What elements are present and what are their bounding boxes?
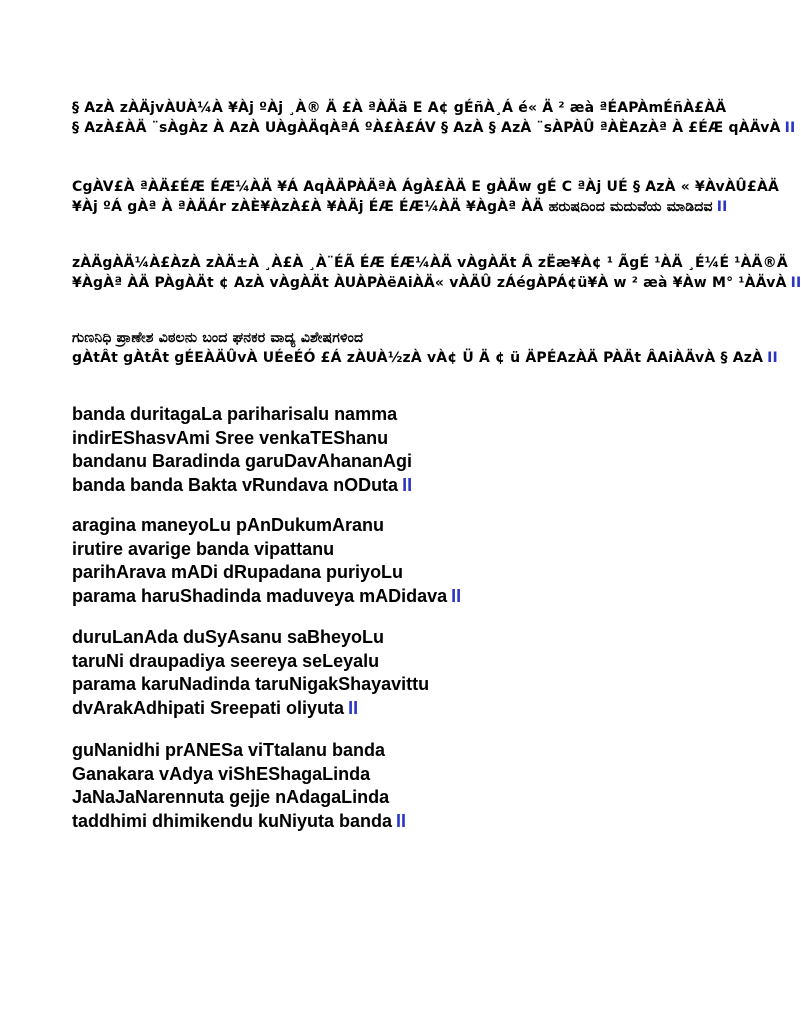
line-text: irutire avarige banda vipattanu: [72, 538, 335, 559]
line-text: indirEShasvAmi Sree venkaTEShanu: [72, 427, 389, 448]
roman-line: [72, 673, 712, 697]
kannada-line: [72, 118, 796, 138]
roman-line: [72, 585, 712, 609]
line-text: banda duritagaLa pariharisalu namma: [72, 404, 398, 424]
stanza-end-mark: II: [716, 199, 728, 215]
roman-line: [72, 763, 712, 787]
stanza-end-mark: II: [402, 474, 413, 495]
roman-line: [72, 739, 712, 763]
kannada-stanza-4: [72, 328, 778, 368]
line-text: duruLanAda duSyAsanu saBheyoLu: [72, 627, 385, 647]
kannada-stanza-3: [72, 253, 801, 293]
line-text: banda banda Bakta vRundava nODuta: [72, 474, 399, 495]
roman-line: [72, 697, 712, 721]
stanza-end-mark: II: [767, 350, 778, 366]
roman-line: [72, 786, 712, 810]
stanza-end-mark: II: [790, 275, 801, 291]
roman-stanza-1: [72, 403, 712, 497]
line-text: Ganakara vAdya viShEShagaLinda: [72, 763, 371, 784]
stanza-end-mark: II: [348, 697, 359, 718]
roman-stanza-3: [72, 626, 712, 720]
stanza-end-mark: II: [451, 585, 462, 606]
kannada-stanza-1: [72, 98, 796, 138]
kannada-line: [72, 253, 788, 273]
line-text: bandanu Baradinda garuDavAhananAgi: [72, 451, 413, 471]
kannada-line: [72, 273, 801, 293]
line-text: dvArakAdhipati Sreepati oliyuta: [72, 697, 345, 718]
line-text: taddhimi dhimikendu kuNiyuta banda: [72, 810, 393, 831]
line-text: gÀtÂt gÀtÂt gÉEÀÄÛvÀ UÉeÉÓ £Á zÀUÀ½zÀ vÀ¢ Ü Ä ¢ ü ÄPÉAzÀÄ PÀÄt ÂAiÀÄvÀ § AzÀ: [72, 350, 764, 366]
roman-line: [72, 650, 712, 674]
roman-line: [72, 561, 712, 585]
kannada-line: [72, 98, 727, 118]
line-text: § AzÀ£ÀÄ ¨sÀgÀz À AzÀ UÀgÀÄqÀªÁ ºÀ£À£ÁV § AzÀ § AzÀ ¨sÀPÀÛ ªÀÈAzÀª À £ÉÆ qÀÄvÀ: [72, 120, 781, 136]
line-text: § AzÀ zÀÄjvÀUÀ¼À ¥Àj ºÀj ¸À® Ä £À ªÀÄä E A¢ gÉñÀ¸Á é« Ä ² æà ªÉAPÀmÉñÀ£ÀÄ: [72, 100, 727, 116]
roman-line: [72, 403, 712, 427]
roman-line: [72, 810, 712, 834]
roman-line: [72, 450, 712, 474]
roman-stanza-4: [72, 739, 712, 833]
line-text: ¥Àj ºÁ gÀª À ªÀÄÁr zÀÈ¥ÀzÀ£À ¥ÀÄj ÉÆ ÉÆ¼ÀÄ ¥ÀgÀª ÀÄ ಹರುಷದಿಂದ ಮದುವೆಯ ಮಾಡಿದವ: [72, 199, 713, 215]
line-text: JaNaJaNarennuta gejje nAdagaLinda: [72, 787, 390, 807]
line-text: CgÀV£À ªÀÄ£ÉÆ ÉÆ¼ÀÄ ¥Á AqÀÄPÀÄªÀ ÁgÀ£ÀÄ E gÀÄw gÉ C ªÀj UÉ § AzÀ « ¥ÀvÀÛ£ÀÄ: [72, 179, 780, 195]
line-text: aragina maneyoLu pAnDukumAranu: [72, 515, 385, 535]
kannada-line: [72, 197, 728, 217]
stanza-end-mark: II: [784, 120, 796, 136]
line-text: taruNi draupadiya seereya seLeyalu: [72, 650, 380, 671]
stanza-end-mark: II: [396, 810, 407, 831]
roman-line: [72, 474, 712, 498]
roman-line: [72, 626, 712, 650]
roman-line: [72, 538, 712, 562]
kannada-line: [72, 177, 780, 197]
roman-stanza-2: [72, 514, 712, 608]
line-text: parihArava mADi dRupadana puriyoLu: [72, 562, 404, 582]
line-text: guNanidhi prANESa viTtalanu banda: [72, 740, 386, 760]
line-text: ಗುಣನಿಧಿ ಪ್ರಾಣೇಶ ವಿಠಲನು ಬಂದ ಘನಕರ ವಾದ್ಯ ವಿಶೇಷಗಳಿಂದ: [72, 330, 364, 346]
kannada-stanza-2: [72, 177, 780, 217]
line-text: parama haruShadinda maduveya mADidava: [72, 585, 448, 606]
line-text: zÀÄgÀÄ¼À£ÀzÀ zÀÄ±À ¸À£À ¸À¨ÉÃ ÉÆ ÉÆ¼ÀÄ vÀgÀÄt Â zËæ¥À¢ ¹ ÃgÉ ¹ÀÄ ¸É¼É ¹ÀÄ®Ä: [72, 255, 788, 271]
kannada-line: [72, 348, 778, 368]
line-text: parama karuNadinda taruNigakShayavittu: [72, 674, 430, 694]
roman-line: [72, 427, 712, 451]
kannada-line: [72, 328, 712, 348]
line-text: ¥ÀgÀª ÀÄ PÀgÀÄt ¢ AzÀ vÀgÀÄt ÀUÀPÀëAiÀÄ« vÀÄÛ zÁégÀPÁ¢ü¥À w ² æà ¥Àw M° ¹ÀÄvÀ: [72, 275, 787, 291]
roman-line: [72, 514, 712, 538]
